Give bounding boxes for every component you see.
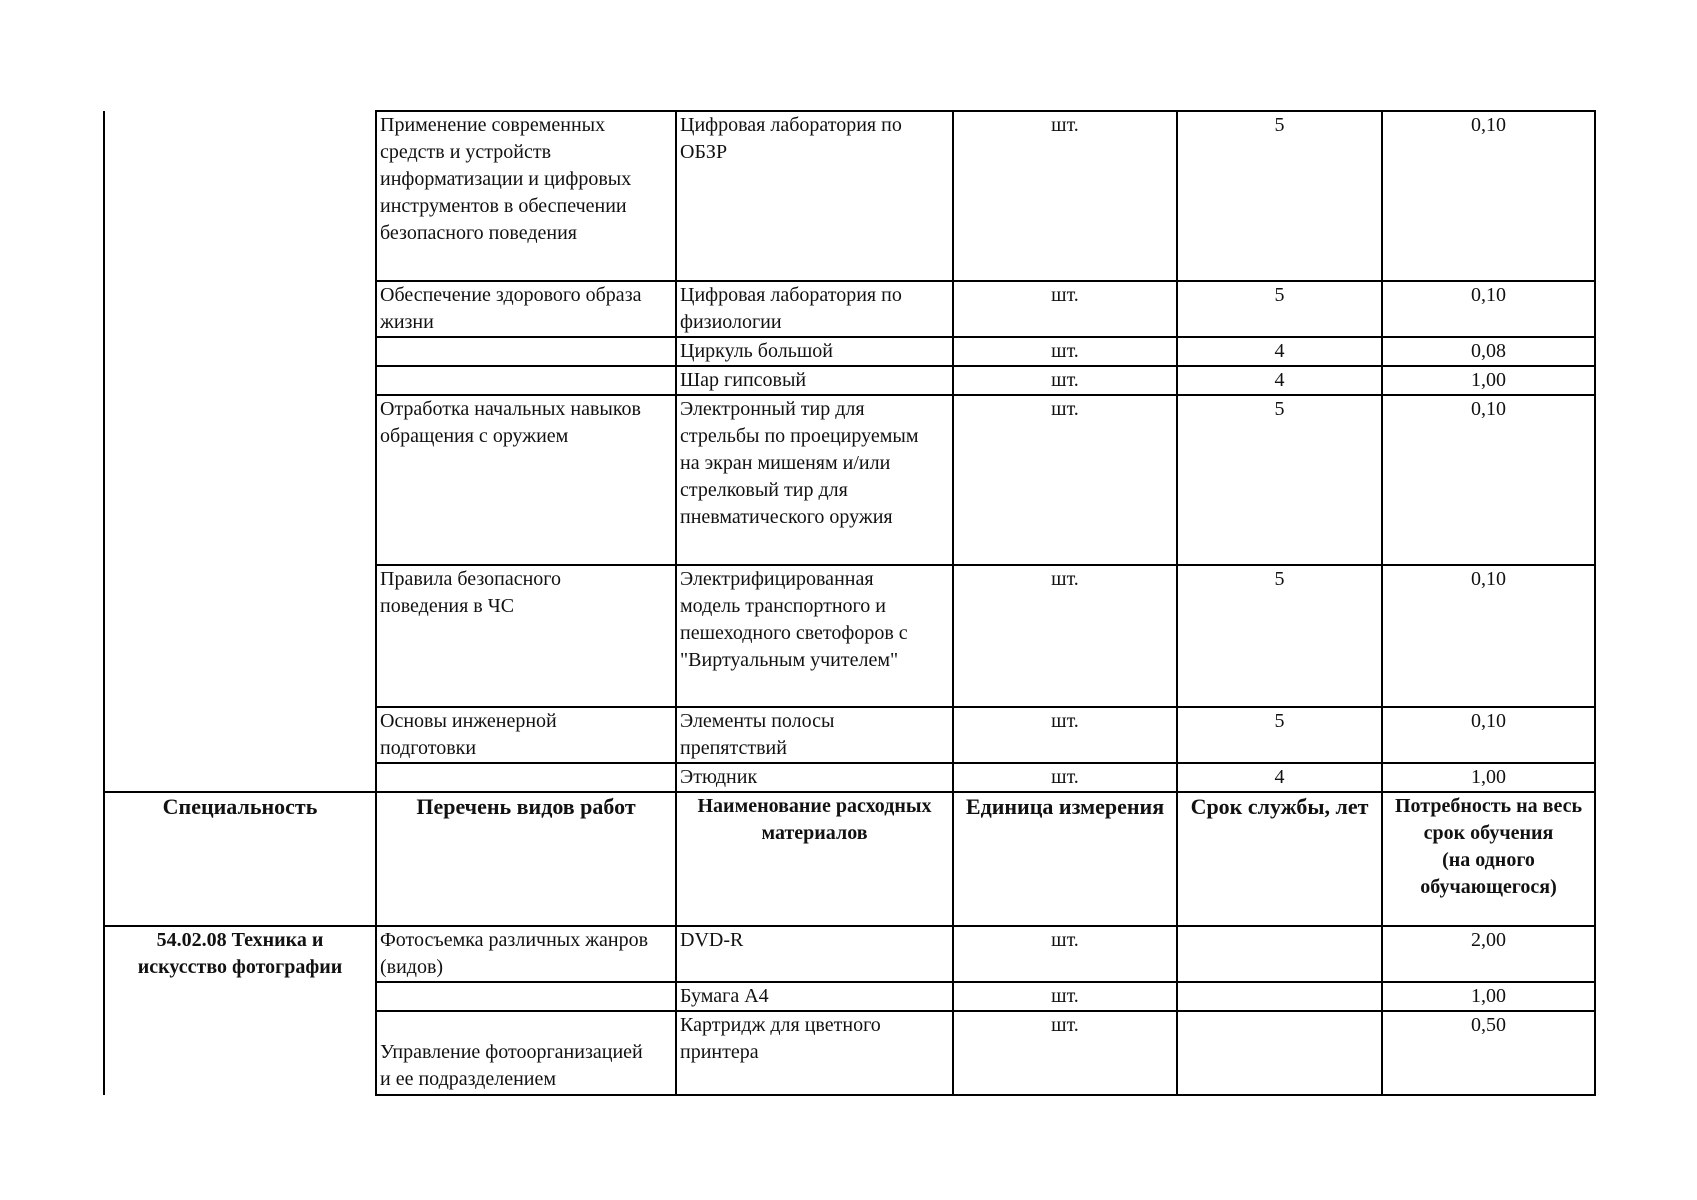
need-cell: 0,10	[1382, 565, 1595, 707]
specialty-cell	[104, 281, 376, 337]
material-cell: Бумага А4	[676, 982, 953, 1011]
unit-cell: шт.	[953, 1011, 1177, 1095]
table-row	[104, 707, 1595, 763]
years-cell: 5	[1177, 281, 1382, 337]
need-cell: 0,10	[1382, 111, 1595, 281]
years-cell	[1177, 1011, 1382, 1095]
work-cell: Фотосъемка различных жанров (видов)	[376, 926, 676, 982]
years-cell: 4	[1177, 337, 1382, 366]
work-cell	[376, 337, 676, 366]
work-cell: Обеспечение здорового образа жизни	[376, 281, 676, 337]
need-cell: 0,10	[1382, 281, 1595, 337]
years-cell: 5	[1177, 565, 1382, 707]
unit-cell: шт.	[953, 763, 1177, 792]
specialty-cell	[104, 565, 376, 707]
unit-cell: шт.	[953, 926, 1177, 982]
specialty-cell	[104, 395, 376, 565]
table-row	[104, 366, 1595, 395]
unit-cell: шт.	[953, 395, 1177, 565]
header-years: Срок службы, лет	[1177, 792, 1382, 926]
need-cell: 0,08	[1382, 337, 1595, 366]
materials-table	[103, 110, 1596, 1096]
need-cell: 0,10	[1382, 395, 1595, 565]
table-row	[104, 565, 1595, 707]
unit-cell: шт.	[953, 366, 1177, 395]
work-cell: Управление фотоорганизацией и ее подразделением	[376, 1011, 676, 1095]
work-cell	[376, 366, 676, 395]
header-materials: Наименование расходных материалов	[676, 792, 953, 926]
unit-cell: шт.	[953, 337, 1177, 366]
years-cell: 4	[1177, 763, 1382, 792]
material-cell: DVD-R	[676, 926, 953, 982]
table-row	[104, 281, 1595, 337]
work-cell: Применение современных средств и устройств информатизации и цифровых инструментов в обеспечении безопасного поведения	[376, 111, 676, 281]
unit-cell: шт.	[953, 982, 1177, 1011]
need-cell: 1,00	[1382, 982, 1595, 1011]
material-cell: Этюдник	[676, 763, 953, 792]
need-cell: 2,00	[1382, 926, 1595, 982]
unit-cell: шт.	[953, 281, 1177, 337]
table-row	[104, 111, 1595, 281]
material-cell: Элементы полосы препятствий	[676, 707, 953, 763]
years-cell	[1177, 982, 1382, 1011]
header-unit: Единица измерения	[953, 792, 1177, 926]
table-row	[104, 337, 1595, 366]
work-cell	[376, 982, 676, 1011]
years-cell: 5	[1177, 395, 1382, 565]
unit-cell: шт.	[953, 707, 1177, 763]
years-cell: 5	[1177, 707, 1382, 763]
work-cell: Правила безопасного поведения в ЧС	[376, 565, 676, 707]
material-cell: Цифровая лаборатория по ОБЗР	[676, 111, 953, 281]
years-cell: 4	[1177, 366, 1382, 395]
specialty-cell	[104, 111, 376, 281]
specialty-cell	[104, 366, 376, 395]
unit-cell: шт.	[953, 111, 1177, 281]
material-cell: Картридж для цветного принтера	[676, 1011, 953, 1095]
material-cell: Шар гипсовый	[676, 366, 953, 395]
material-cell: Электрифицированная модель транспортного и пешеходного светофоров с "Виртуальным учителем"	[676, 565, 953, 707]
work-cell: Основы инженерной подготовки	[376, 707, 676, 763]
table-row	[104, 395, 1595, 565]
material-cell: Цифровая лаборатория по физиологии	[676, 281, 953, 337]
specialty-cell	[104, 763, 376, 792]
material-cell: Циркуль большой	[676, 337, 953, 366]
specialty-name: 54.02.08 Техника и искусство фотографии	[104, 926, 376, 1095]
material-cell: Электронный тир для стрельбы по проецируемым на экран мишеням и/или стрелковый тир для пневматического оружия	[676, 395, 953, 565]
table-row	[104, 926, 1595, 982]
header-specialty: Специальность	[104, 792, 376, 926]
need-cell: 0,10	[1382, 707, 1595, 763]
work-cell	[376, 763, 676, 792]
specialty-cell	[104, 337, 376, 366]
unit-cell: шт.	[953, 565, 1177, 707]
need-cell: 1,00	[1382, 763, 1595, 792]
need-cell: 0,50	[1382, 1011, 1595, 1095]
work-cell: Отработка начальных навыков обращения с оружием	[376, 395, 676, 565]
table-header-row	[104, 792, 1595, 926]
years-cell: 5	[1177, 111, 1382, 281]
header-works: Перечень видов работ	[376, 792, 676, 926]
years-cell	[1177, 926, 1382, 982]
table-row	[104, 763, 1595, 792]
header-need: Потребность на весь срок обучения (на одного обучающегося)	[1382, 792, 1595, 926]
need-cell: 1,00	[1382, 366, 1595, 395]
specialty-cell	[104, 707, 376, 763]
